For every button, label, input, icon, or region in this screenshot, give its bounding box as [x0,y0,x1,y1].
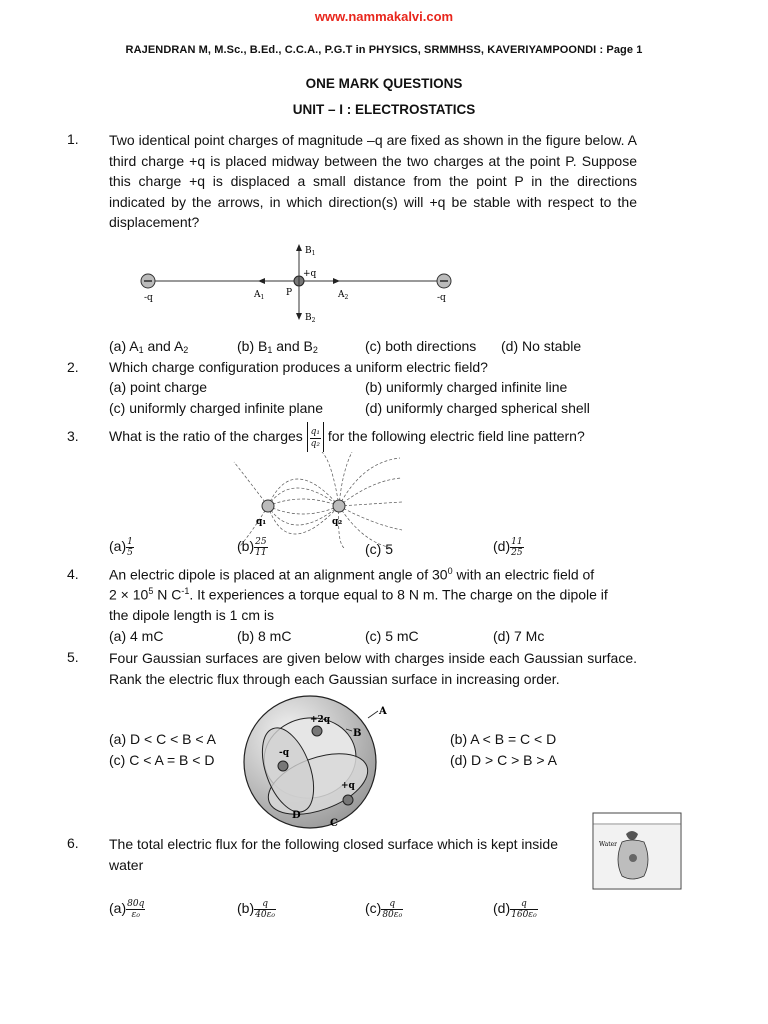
q1-option-a[interactable]: (a) $A_1$ and $A_2$ [109,338,189,355]
a1-label: $A_1$ [254,290,265,301]
q3-option-a[interactable]: (a) $\frac{1}{5}$ [109,537,133,558]
q2-label: q₂ [332,517,343,527]
q1-option-b[interactable]: (b) $B_1$ and $B_2$ [237,338,318,355]
q4-option-d[interactable]: (d) 7 Mc [493,628,545,644]
b2-label: $B_2$ [305,313,316,324]
question-1-figure [130,238,460,328]
point-p-label: P [286,288,293,298]
q1-option-c[interactable]: (c) both directions [365,338,477,354]
q6-option-a[interactable]: (a) $\frac{80q}{\text{ε₀}}$ [109,899,145,920]
q2-option-c[interactable]: (c) uniformly charged infinite plane [109,400,323,416]
charge-plus-q: +q [341,781,355,791]
b1-label: $B_1$ [305,246,316,257]
website-header[interactable]: www.nammakalvi.com [314,9,454,24]
q2-sphere [333,500,345,512]
question-4-line-2: $2 \times 10^5$ N $C^{-1}$. It experiences a torque equal to 8 N m. The charge on the dipole if [109,586,608,603]
q6-option-c[interactable]: (c) $\frac{q}{\text{80ε₀}}$ [365,899,403,920]
question-2-text: Which charge configuration produces a uniform electric field? [109,359,488,375]
q1-option-d[interactable]: (d) No stable [501,338,582,354]
question-4-number: 4. [67,566,79,582]
q5-option-b[interactable]: (b) A < B = C < D [450,731,557,747]
q6-option-b[interactable]: (b) $\frac{q}{\text{40ε₀}}$ [237,899,276,920]
question-1-number: 1. [67,131,79,147]
q2-option-d[interactable]: (d) uniformly charged spherical shell [365,400,590,416]
question-5-number: 5. [67,649,79,665]
center-charge-label: +q [303,269,317,279]
q4-option-a[interactable]: (a) 4 mC [109,628,164,644]
question-6-water-figure [592,812,682,890]
left-charge-label: -q [144,293,153,303]
question-4-line-3: the dipole length is 1 cm is [109,607,274,623]
label-b: B [353,728,362,739]
charge-ratio-abs: $\frac{\text{q₁}}{\text{q₂}}$ [307,422,324,452]
q1-label: q₁ [256,517,267,527]
right-charge-label: -q [437,293,446,303]
question-3-number: 3. [67,428,79,444]
question-6-text: The total electric flux for the following closed surface which is kept inside water [109,836,558,873]
q6-option-d[interactable]: (d) $\frac{q}{\text{160ε₀}}$ [493,899,537,920]
q3-option-c[interactable]: (c) 5 [365,541,393,557]
q4-option-b[interactable]: (b) 8 mC [237,628,292,644]
label-a: A [379,706,387,717]
question-2-number: 2. [67,359,79,375]
q5-option-a[interactable]: (a) D < C < B < A [109,731,216,747]
question-3-text: What is the ratio of the charges $\frac{\text{q₁}}{\text{q₂}}$ for the following electric field line pattern? [109,421,585,451]
label-d: D [292,810,301,821]
a2-label: $A_2$ [338,290,349,301]
unit-title: UNIT – I : ELECTROSTATICS [292,102,476,117]
question-5-text: Four Gaussian surfaces are given below with charges inside each Gaussian surface. Rank the electric flux through each Gaussian surface in increasing order. [109,650,637,687]
label-c: C [330,818,338,829]
charge-plus-2q: +2q [310,715,331,725]
q5-option-d[interactable]: (d) D > C > B > A [450,752,557,768]
charge-minus-q: -q [279,748,290,758]
q3-option-b[interactable]: (b) $\frac{25}{11}$ [237,537,267,558]
author-line: RAJENDRAN M, M.Sc., B.Ed., C.C.A., P.G.T in PHYSICS, SRMMHSS, KAVERIYAMPOONDI : Page 1 [125,44,643,56]
q2-option-b[interactable]: (b) uniformly charged infinite line [365,379,568,395]
question-1-text: Two identical point charges of magnitude –q are fixed as shown in the figure below. A third charge +q is placed midway between the two charges at the point P. Suppose this charge +q is displaced a small distance from the point P in the directions indicated by the arrows, in which direction(s) will +q be stable with respect to the displacement? [109,132,637,231]
question-4-line-1: An electric dipole is placed at an alignment angle of $30^0$ with an electric field of [109,566,595,583]
question-5-gaussian-figure [228,692,398,832]
question-6-number: 6. [67,835,79,851]
q2-option-a[interactable]: (a) point charge [109,379,208,395]
q4-option-c[interactable]: (c) 5 mC [365,628,419,644]
q3-option-d[interactable]: (d) $\frac{11}{25}$ [493,537,523,558]
water-label: Water [599,841,618,848]
page-title: ONE MARK QUESTIONS [305,76,463,91]
q5-option-c[interactable]: (c) C < A = B < D [109,752,215,768]
q1-sphere [262,500,274,512]
question-3-field-lines-figure [232,452,404,548]
